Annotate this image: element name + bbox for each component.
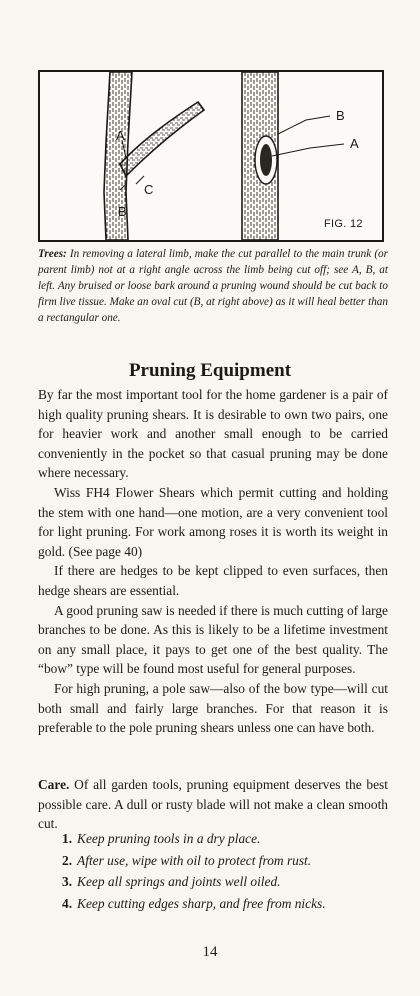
figure-caption bbox=[38, 246, 388, 326]
figure-illustration bbox=[38, 70, 384, 242]
page-number: 14 bbox=[202, 944, 218, 960]
left-branch bbox=[120, 102, 204, 176]
care-text: Of all garden tools, pruning equipment deserves the best possible care. A dull or rusty blade will not make a clean smooth cut. bbox=[38, 777, 388, 832]
label-right-a: A bbox=[350, 136, 359, 151]
list-text: Keep pruning tools in a dry place. bbox=[77, 831, 261, 846]
list-number: 3. bbox=[62, 874, 73, 889]
list-text: After use, wipe with oil to protect from rust. bbox=[77, 852, 312, 868]
label-left-a: A bbox=[116, 128, 125, 143]
list-item bbox=[62, 828, 392, 850]
list-item bbox=[62, 871, 392, 893]
tree-pruning-illustration bbox=[40, 72, 382, 240]
section-body bbox=[38, 385, 388, 738]
care-lead: Care. bbox=[38, 777, 70, 792]
label-left-c: C bbox=[144, 182, 154, 197]
list-item bbox=[62, 893, 392, 915]
paragraph: A good pruning saw is needed if there is much cutting of large branches to be done. As this is likely to be a lifetime investment on any small place, it pays to get one of the best quality. The “bow” type will be found most useful for general purposes. bbox=[38, 602, 388, 677]
care-paragraph bbox=[38, 775, 388, 834]
caption-text: In removing a lateral limb, make the cut parallel to the main trunk (or parent limb) not at a right angle across the limb being cut off; see A, B, at left. Any bruised or loose bark around a pruning wound should be cut back to firm live tissue. Make an oval cut (B, at right above) as it will heal better than a rectangular one. bbox=[38, 248, 388, 325]
list-text: Keep all springs and joints well oiled. bbox=[77, 874, 281, 889]
figure-number: FIG. 12 bbox=[324, 218, 363, 230]
paragraph: By far the most important tool for the home gardener is a pair of high quality pruning shears. It is desirable to own two pairs, one for heavier work and another small enough to be carried conveniently in the pocket so that casual pruning may be done where necessary. bbox=[38, 387, 388, 481]
care-list bbox=[62, 828, 392, 914]
section-heading: Pruning Equipment bbox=[128, 360, 292, 381]
paragraph: Wiss FH4 Flower Shears which permit cutting and holding the stem with one hand—one motion, are a very convenient tool for light pruning. For work among roses it is worth its weight in gold. (See page 40) bbox=[38, 484, 388, 559]
list-text: Keep cutting edges sharp, and free from nicks. bbox=[77, 895, 326, 911]
paragraph: If there are hedges to be kept clipped to even surfaces, then hedge shears are essential. bbox=[38, 563, 388, 598]
caption-lead: Trees: bbox=[38, 248, 67, 260]
label-right-b: B bbox=[336, 108, 345, 123]
list-number: 2. bbox=[62, 852, 73, 868]
list-number: 1. bbox=[62, 831, 73, 846]
paragraph: For high pruning, a pole saw—also of the bow type—will cut both small and fairly large branches. For that reason it is preferable to the pole pruning shears unless one can have both. bbox=[38, 680, 388, 736]
label-left-b: B bbox=[118, 204, 127, 219]
list-item bbox=[62, 850, 392, 872]
list-number: 4. bbox=[62, 895, 73, 911]
